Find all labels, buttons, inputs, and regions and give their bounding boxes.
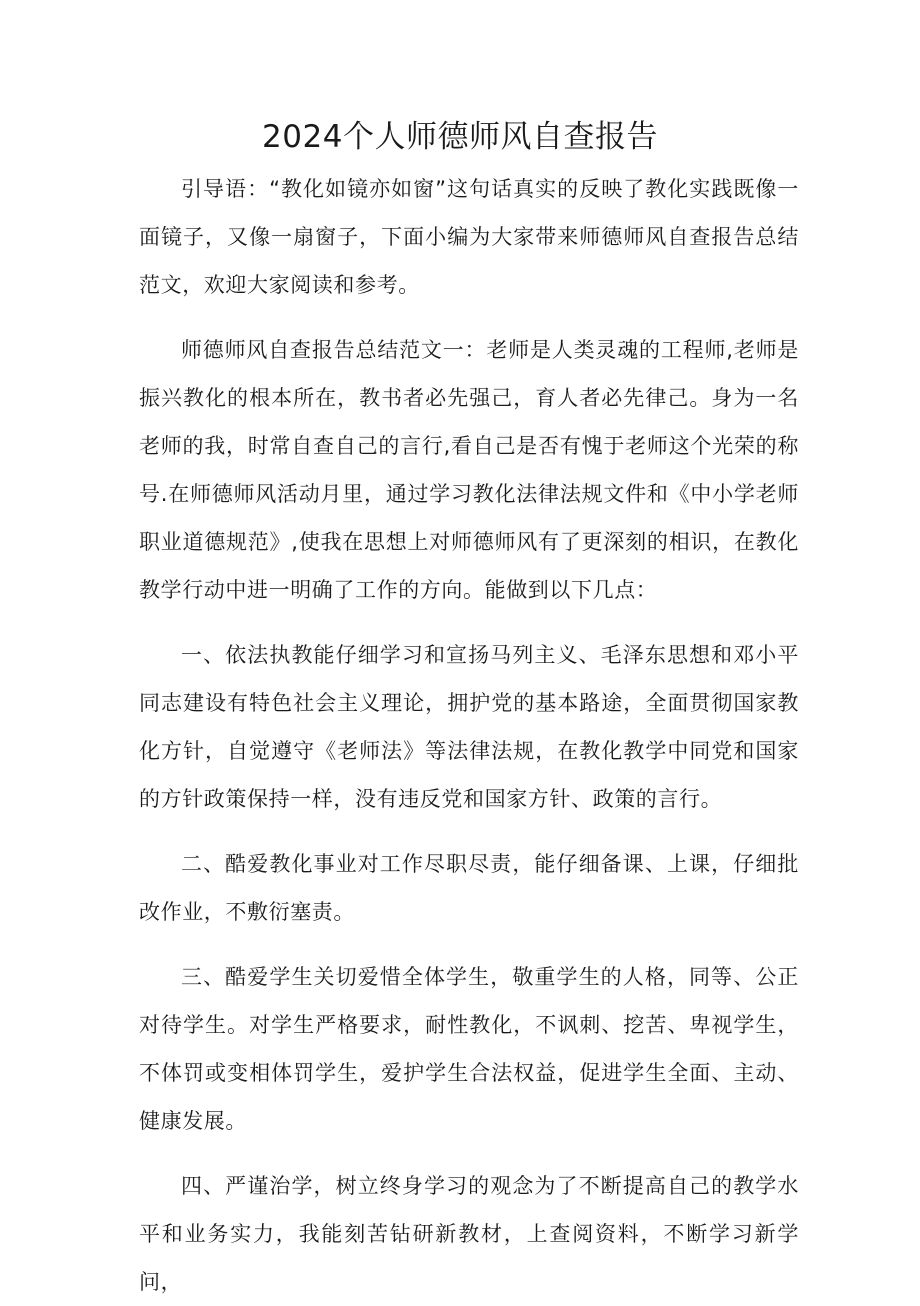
paragraph-point-three: 三、酷爱学生关切爱惜全体学生，敬重学生的人格，同等、公正对待学生。对学生严格要求，耐性教化，不讽刺、挖苦、卑视学生，不体罚或变相体罚学生，爱护学生合法权益，促进学生全面、主动、健康发展。: [139, 965, 799, 1133]
paragraph-sample-one: 师德师风自查报告总结范文一：老师是人类灵魂的工程师,老师是振兴教化的根本所在，教书者必先强己，育人者必先律己。身为一名老师的我，时常自查自己的言行,看自己是否有愧于老师这个光荣的称号.在师德师风活动月里，通过学习教化法律法规文件和《中小学老师职业道德规范》,使我在思想上对师德师风有了更深刻的相识，在教化教学行动中进一明确了工作的方向。能做到以下几点：: [139, 338, 799, 602]
document-body: [139, 165, 799, 1306]
paragraph-point-four: 四、严谨治学，树立终身学习的观念为了不断提高自己的教学水平和业务实力，我能刻苦钻研新教材，上查阅资料，不断学习新学问，: [139, 1174, 799, 1294]
page-title: 2024个人师德师风自查报告: [262, 119, 658, 155]
paragraph-point-one: 一、依法执教能仔细学习和宣扬马列主义、毛泽东思想和邓小平同志建设有特色社会主义理论，拥护党的基本路途，全面贯彻国家教化方针，自觉遵守《老师法》等法律法规，在教化教学中同党和国家的方针政策保持一样，没有违反党和国家方针、政策的言行。: [139, 643, 799, 811]
paragraph-intro: 引导语：“教化如镜亦如窗”这句话真实的反映了教化实践既像一面镜子，又像一扇窗子，下面小编为大家带来师德师风自查报告总结范文，欢迎大家阅读和参考。: [139, 177, 799, 297]
paragraph-point-two: 二、酷爱教化事业对工作尽职尽责，能仔细备课、上课，仔细批改作业，不敷衍塞责。: [139, 852, 799, 924]
